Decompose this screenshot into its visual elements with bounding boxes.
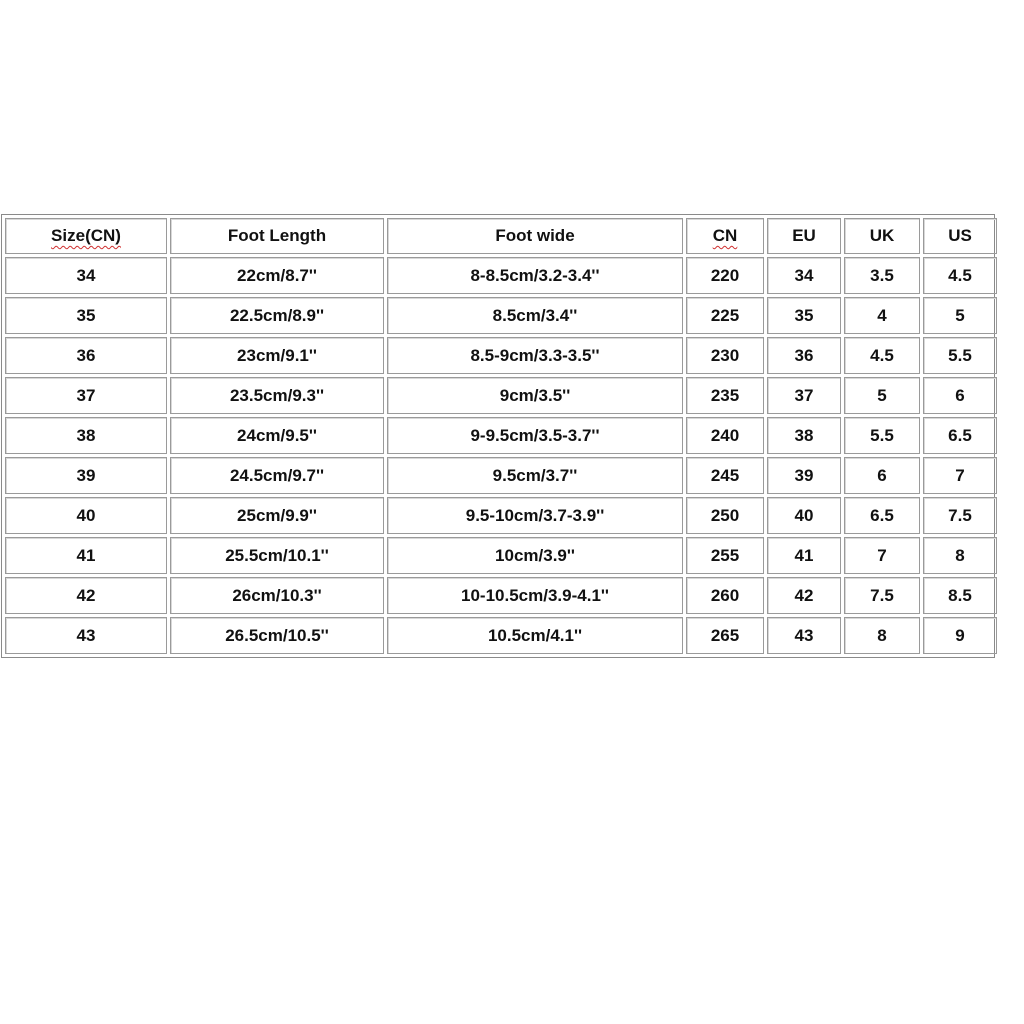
table-row: [5, 617, 997, 654]
header-row: [5, 218, 997, 254]
cell-uk: 6: [844, 457, 920, 494]
header-size-cn: [5, 218, 167, 254]
cell-cn: 265: [686, 617, 764, 654]
cell-cn: 255: [686, 537, 764, 574]
cell-us: 5: [923, 297, 997, 334]
cell-us: 6: [923, 377, 997, 414]
header-uk: UK: [844, 218, 920, 254]
cell-foot-length: 26.5cm/10.5'': [170, 617, 384, 654]
cell-us: 8.5: [923, 577, 997, 614]
cell-size-cn: 36: [5, 337, 167, 374]
cell-uk: 3.5: [844, 257, 920, 294]
cell-us: 8: [923, 537, 997, 574]
cell-size-cn: 38: [5, 417, 167, 454]
cell-uk: 4: [844, 297, 920, 334]
cell-uk: 5: [844, 377, 920, 414]
header-cn-label: CN: [712, 226, 738, 245]
cell-us: 9: [923, 617, 997, 654]
cell-size-cn: 41: [5, 537, 167, 574]
table-row: [5, 457, 997, 494]
header-eu: EU: [767, 218, 841, 254]
cell-size-cn: 42: [5, 577, 167, 614]
cell-eu: 38: [767, 417, 841, 454]
cell-eu: 39: [767, 457, 841, 494]
header-cn: [686, 218, 764, 254]
cell-foot-wide: 10cm/3.9'': [387, 537, 683, 574]
cell-us: 7: [923, 457, 997, 494]
header-foot-wide: Foot wide: [387, 218, 683, 254]
cell-foot-wide: 10.5cm/4.1'': [387, 617, 683, 654]
cell-cn: 245: [686, 457, 764, 494]
cell-foot-wide: 8.5-9cm/3.3-3.5'': [387, 337, 683, 374]
cell-foot-wide: 9.5cm/3.7'': [387, 457, 683, 494]
cell-foot-wide: 8.5cm/3.4'': [387, 297, 683, 334]
cell-uk: 4.5: [844, 337, 920, 374]
table-row: [5, 497, 997, 534]
cell-uk: 7.5: [844, 577, 920, 614]
cell-eu: 40: [767, 497, 841, 534]
cell-foot-length: 26cm/10.3'': [170, 577, 384, 614]
cell-size-cn: 43: [5, 617, 167, 654]
cell-eu: 42: [767, 577, 841, 614]
size-chart-table: [2, 215, 1000, 657]
cell-foot-length: 24.5cm/9.7'': [170, 457, 384, 494]
header-foot-length: Foot Length: [170, 218, 384, 254]
cell-size-cn: 35: [5, 297, 167, 334]
cell-size-cn: 40: [5, 497, 167, 534]
cell-cn: 240: [686, 417, 764, 454]
cell-foot-length: 25.5cm/10.1'': [170, 537, 384, 574]
cell-uk: 8: [844, 617, 920, 654]
table-row: [5, 417, 997, 454]
cell-foot-length: 22cm/8.7'': [170, 257, 384, 294]
cell-eu: 36: [767, 337, 841, 374]
cell-foot-wide: 9.5-10cm/3.7-3.9'': [387, 497, 683, 534]
cell-cn: 220: [686, 257, 764, 294]
cell-foot-length: 23.5cm/9.3'': [170, 377, 384, 414]
table-row: [5, 377, 997, 414]
cell-uk: 6.5: [844, 497, 920, 534]
table-row: [5, 337, 997, 374]
cell-cn: 260: [686, 577, 764, 614]
cell-uk: 7: [844, 537, 920, 574]
size-chart: [1, 214, 995, 658]
cell-foot-wide: 10-10.5cm/3.9-4.1'': [387, 577, 683, 614]
cell-cn: 250: [686, 497, 764, 534]
cell-size-cn: 37: [5, 377, 167, 414]
cell-foot-length: 23cm/9.1'': [170, 337, 384, 374]
cell-size-cn: 39: [5, 457, 167, 494]
cell-foot-length: 22.5cm/8.9'': [170, 297, 384, 334]
cell-us: 5.5: [923, 337, 997, 374]
cell-size-cn: 34: [5, 257, 167, 294]
header-size-cn-label: Size(CN): [51, 226, 121, 245]
cell-foot-wide: 8-8.5cm/3.2-3.4'': [387, 257, 683, 294]
cell-eu: 43: [767, 617, 841, 654]
cell-eu: 37: [767, 377, 841, 414]
table-row: [5, 577, 997, 614]
cell-cn: 235: [686, 377, 764, 414]
cell-eu: 34: [767, 257, 841, 294]
cell-foot-wide: 9-9.5cm/3.5-3.7'': [387, 417, 683, 454]
cell-foot-length: 25cm/9.9'': [170, 497, 384, 534]
cell-foot-wide: 9cm/3.5'': [387, 377, 683, 414]
header-us: US: [923, 218, 997, 254]
cell-foot-length: 24cm/9.5'': [170, 417, 384, 454]
cell-cn: 230: [686, 337, 764, 374]
cell-us: 6.5: [923, 417, 997, 454]
table-row: [5, 257, 997, 294]
cell-uk: 5.5: [844, 417, 920, 454]
cell-eu: 41: [767, 537, 841, 574]
cell-us: 7.5: [923, 497, 997, 534]
table-row: [5, 297, 997, 334]
cell-us: 4.5: [923, 257, 997, 294]
table-row: [5, 537, 997, 574]
cell-eu: 35: [767, 297, 841, 334]
cell-cn: 225: [686, 297, 764, 334]
